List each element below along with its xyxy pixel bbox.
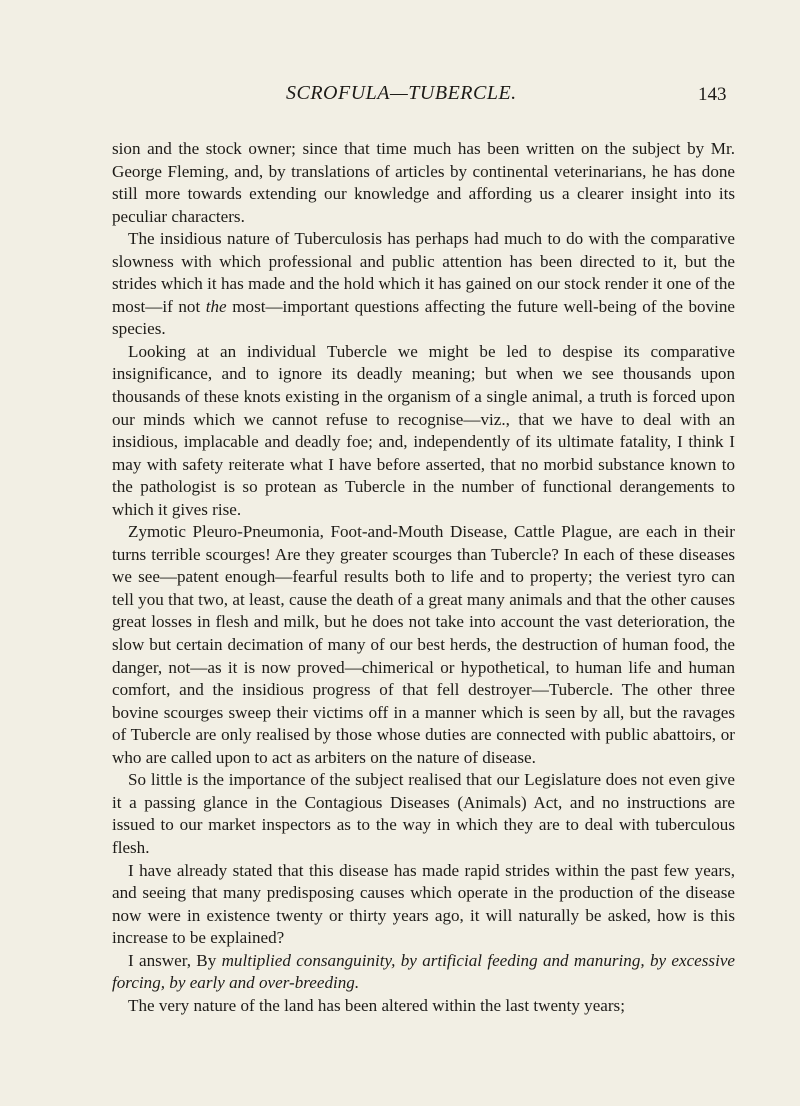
paragraph: sion and the stock owner; since that time much has been written on the subject by Mr. George Fleming, and, by translations of articles by continental veterinarians, he has done still more towards extending our knowledge and affording us a clearer insight into its peculiar characters. xyxy=(112,139,735,226)
paragraph: Zymotic Pleuro-Pneumonia, Foot-and-Mouth Disease, Cattle Plague, are each in their turns terrible scourges! Are they greater scourges than Tubercle? In each of these diseases we see—patent enough—fearful results both to life and to property; the veriest tyro can tell you that two, at least, cause the death of a great many animals and that the other causes great losses in flesh and milk, but he does not take into account the vast deterioration, the slow but certain decimation of many of our best herds, the destruction of human food, the danger, not—as it is now proved—chimerical or hypothetical, to human life and human comfort, and the insidious progress of that fell destroyer—Tubercle. The other three bovine scourges sweep their victims off in a manner which is seen by all, but the ravages of Tubercle are only realised by those whose duties are connected with public abattoirs, or who are called upon to act as arbiters on the nature of disease. xyxy=(112,522,735,767)
page-number: 143 xyxy=(698,84,727,105)
paragraph: The very nature of the land has been altered within the last twenty years; xyxy=(128,995,625,1015)
paragraph: So little is the importance of the subject realised that our Legislature does not even give it a passing glance in the Contagious Diseases (Animals) Act, and no instructions are issued to our market inspectors as to the way in which they are to deal with tuberculous flesh. xyxy=(112,770,735,857)
body-text xyxy=(112,138,735,1017)
paragraph-text: The insidious nature of Tuberculosis has perhaps had much to do with the comparative slowness with which professional and public attention has been directed to it, but the strides which it has made and the hold which it has gained on our stock render it one of the most—if not xyxy=(112,229,735,316)
emphasis: the xyxy=(205,296,227,316)
emphasis: multiplied consanguinity, by artificial feeding and manuring, by excessive forcing, by early and over-breeding. xyxy=(112,950,735,993)
paragraph: Looking at an individual Tubercle we might be led to despise its comparative insignificance, and to ignore its deadly meaning; but when we see thousands upon thousands of these knots existing in the organism of a single animal, a truth is forced upon our minds which we cannot refuse to recognise—viz., that we have to deal with an insidious, implacable and deadly foe; and, independently of its ultimate fatality, I think I may with safety reiterate what I have before asserted, that no morbid substance known to the pathologist is so protean as Tubercle in the number of functional derangements to which it gives rise. xyxy=(112,341,735,519)
paragraph xyxy=(112,228,735,341)
running-title: SCROFULA—TUBERCLE. xyxy=(286,82,517,104)
paragraph: I have already stated that this disease has made rapid strides within the past few years, and seeing that many predisposing causes which operate in the production of the disease now were in existence twenty or thirty years ago, it will naturally be asked, how is this increase to be explained? xyxy=(112,860,735,948)
running-head xyxy=(0,82,800,112)
paragraph xyxy=(112,950,735,995)
paragraph-text: I answer, By xyxy=(128,950,222,970)
paragraph-text: most—important questions affecting the future well-being of the bovine species. xyxy=(112,296,736,339)
